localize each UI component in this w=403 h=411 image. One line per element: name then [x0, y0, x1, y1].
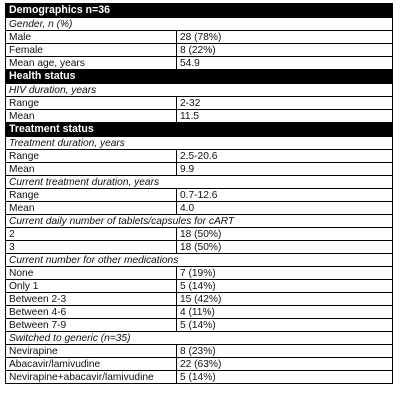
table-row: [6, 44, 393, 57]
subheading: Switched to generic (n=35): [6, 332, 393, 345]
row-label: Nevirapine+abacavir/lamivudine: [6, 371, 177, 384]
section-header: Treatment status: [6, 123, 393, 137]
row-label: Mean: [6, 202, 177, 215]
row-value: 15 (42%): [177, 293, 393, 306]
row-value: 9.9: [177, 163, 393, 176]
table-body: [6, 4, 393, 384]
subheading: Current treatment duration, years: [6, 176, 393, 189]
row-label: Between 4-6: [6, 306, 177, 319]
row-label: Between 7-9: [6, 319, 177, 332]
row-value: 2-32: [177, 97, 393, 110]
table-row: [6, 371, 393, 384]
table-row: [6, 150, 393, 163]
table-row: [6, 241, 393, 254]
row-label: 3: [6, 241, 177, 254]
subheading-row: [6, 84, 393, 97]
table-row: [6, 97, 393, 110]
demographics-table: [5, 3, 393, 384]
row-label: Nevirapine: [6, 345, 177, 358]
section-header-row: [6, 123, 393, 137]
row-value: 5 (14%): [177, 371, 393, 384]
table-row: [6, 110, 393, 123]
row-value: 7 (19%): [177, 267, 393, 280]
row-value: 5 (14%): [177, 280, 393, 293]
row-value: 18 (50%): [177, 241, 393, 254]
row-value: 0.7-12.6: [177, 189, 393, 202]
row-value: 11.5: [177, 110, 393, 123]
row-label: 2: [6, 228, 177, 241]
section-header: Health status: [6, 70, 393, 84]
subheading: Current daily number of tablets/capsules for cART: [6, 215, 393, 228]
subheading-row: [6, 176, 393, 189]
row-value: 2.5-20.6: [177, 150, 393, 163]
table-row: [6, 358, 393, 371]
subheading-row: [6, 215, 393, 228]
row-value: 8 (22%): [177, 44, 393, 57]
row-value: 28 (78%): [177, 31, 393, 44]
row-value: 22 (63%): [177, 358, 393, 371]
row-label: None: [6, 267, 177, 280]
table-row: [6, 280, 393, 293]
table-row: [6, 31, 393, 44]
table-row: [6, 293, 393, 306]
row-label: Only 1: [6, 280, 177, 293]
row-value: 18 (50%): [177, 228, 393, 241]
section-header-row: [6, 70, 393, 84]
row-value: 4.0: [177, 202, 393, 215]
section-header-row: [6, 4, 393, 18]
table-row: [6, 57, 393, 70]
subheading-row: [6, 137, 393, 150]
section-header: Demographics n=36: [6, 4, 393, 18]
row-label: Abacavir/lamivudine: [6, 358, 177, 371]
row-label: Mean: [6, 163, 177, 176]
row-label: Male: [6, 31, 177, 44]
row-label: Range: [6, 97, 177, 110]
table-row: [6, 228, 393, 241]
row-label: Mean: [6, 110, 177, 123]
table-row: [6, 306, 393, 319]
table-row: [6, 267, 393, 280]
row-label: Range: [6, 150, 177, 163]
subheading-row: [6, 332, 393, 345]
subheading: Treatment duration, years: [6, 137, 393, 150]
row-label: Mean age, years: [6, 57, 177, 70]
subheading-row: [6, 18, 393, 31]
row-label: Between 2-3: [6, 293, 177, 306]
subheading: Current number for other medications: [6, 254, 393, 267]
row-label: Female: [6, 44, 177, 57]
row-value: 5 (14%): [177, 319, 393, 332]
table-row: [6, 319, 393, 332]
subheading: Gender, n (%): [6, 18, 393, 31]
row-value: 8 (23%): [177, 345, 393, 358]
table-row: [6, 202, 393, 215]
table-row: [6, 345, 393, 358]
table-row: [6, 163, 393, 176]
table-row: [6, 189, 393, 202]
row-value: 4 (11%): [177, 306, 393, 319]
row-value: 54.9: [177, 57, 393, 70]
row-label: Range: [6, 189, 177, 202]
subheading: HIV duration, years: [6, 84, 393, 97]
subheading-row: [6, 254, 393, 267]
